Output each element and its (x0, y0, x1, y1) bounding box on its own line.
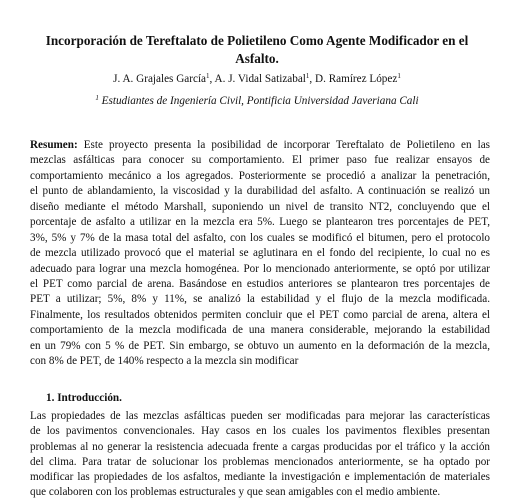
title-line-1: Incorporación de Tereftalato de Polietileno Como Agente Modificador en el (45, 33, 469, 48)
affiliation (0, 94, 514, 108)
author-superscript: 1 (397, 72, 401, 80)
intro-line: que colaboren con los problemas estructurales y que sean amigables con el medio ambiente. (30, 486, 441, 499)
abstract (30, 138, 490, 370)
author-list (0, 72, 514, 86)
intro-line: Las propiedades de las mezclas asfálticas pueden ser modificadas para mejorar las características (30, 410, 490, 422)
title-line-2: Asfalto. (235, 51, 279, 66)
introduction-paragraph (30, 409, 490, 501)
author-separator: , (309, 73, 313, 85)
abstract-label: Resumen: (30, 139, 78, 151)
abstract-line: comportamiento de la mezcla modificada de una manera considerable, mejorando la estabilidad (30, 324, 490, 337)
affiliation-superscript: 1 (95, 94, 99, 102)
abstract-line: porcentaje de asfalto a utilizar en la mezcla era 5%. Luego se plantearon tres porcentajes de PET, (30, 216, 490, 229)
intro-line: problemas al no generar la resistencia adecuada frente a cargas producidas por el tráfico y la acción (30, 440, 490, 453)
paper-title (20, 32, 494, 68)
abstract-line: de mezcla utilizado provocó que el material se aglutinara en el fondo del recipiente, lo cual no es (30, 247, 490, 260)
affiliation-text: Estudiantes de Ingeniería Civil, Pontificia Universidad Javeriana Cali (101, 95, 419, 107)
abstract-line: el punto de ablandamiento, la viscosidad y la durabilidad del asfalto. A continuación se realizó un (30, 185, 490, 198)
intro-line: del clima. Para tratar de solucionar los problemas mencionados anteriormente, se ha optado por (30, 455, 490, 468)
author-superscript: 1 (206, 72, 210, 80)
intro-line: de los pavimentos convencionales. Hay casos en los cuales los pavimentos flexibles presentan (30, 425, 490, 438)
abstract-line: con 8% de PET, de 140% respecto a la mezcla sin modificar (30, 355, 299, 368)
abstract-line: en un 79% con 5 % de PET. Sin embargo, se obtuvo un aumento en la deformación de la mezcla, (30, 339, 490, 352)
abstract-line: Finalmente, los resultados obtenidos permiten concluir que el PET como parcial de arena, altera el (30, 308, 490, 321)
abstract-line: mezclas asfálticas para conocer su comportamiento. El primer paso fue realizar ensayos de (30, 154, 490, 167)
author-separator: , (209, 73, 213, 85)
abstract-line: 3%, 5% y 7% de la masa total del asfalto, con los cuales se modificó el bitumen, pero el protocolo (30, 231, 490, 244)
author-name: A. J. Vidal Satizabal (214, 73, 306, 85)
abstract-line: PET a utilizar; 5%, 8% y 11%, se analizó la estabilidad y el flujo de la mezcla modificada. (30, 293, 490, 306)
abstract-line: comportamiento mecánico a los agregados. Posteriormente se procedió a analizar la penetración, (30, 169, 490, 182)
abstract-line: el PET como parcial de arena. Basándose en estudios anteriores se plantearon tres porcentajes de (30, 277, 490, 290)
intro-line: modificar las propiedades de los asfaltos, mediante la investigación e implementación de materiales (30, 471, 490, 484)
author-name: D. Ramírez López (315, 73, 398, 85)
section-heading: 1. Introducción. (46, 392, 122, 404)
author-name: J. A. Grajales García (113, 73, 207, 85)
author-superscript: 1 (305, 72, 310, 80)
abstract-line: Resumen: Este proyecto presenta la posibilidad de incorporar Tereftalato de Polietileno en las (30, 139, 490, 151)
abstract-line: diseño mediante el método Marshall, suponiendo un nivel de transito NT2, concluyendo que el (30, 200, 490, 213)
abstract-line: adecuado para lograr una mezcla homogénea. Por lo mencionado anteriormente, se optó por utilizar (30, 262, 490, 275)
